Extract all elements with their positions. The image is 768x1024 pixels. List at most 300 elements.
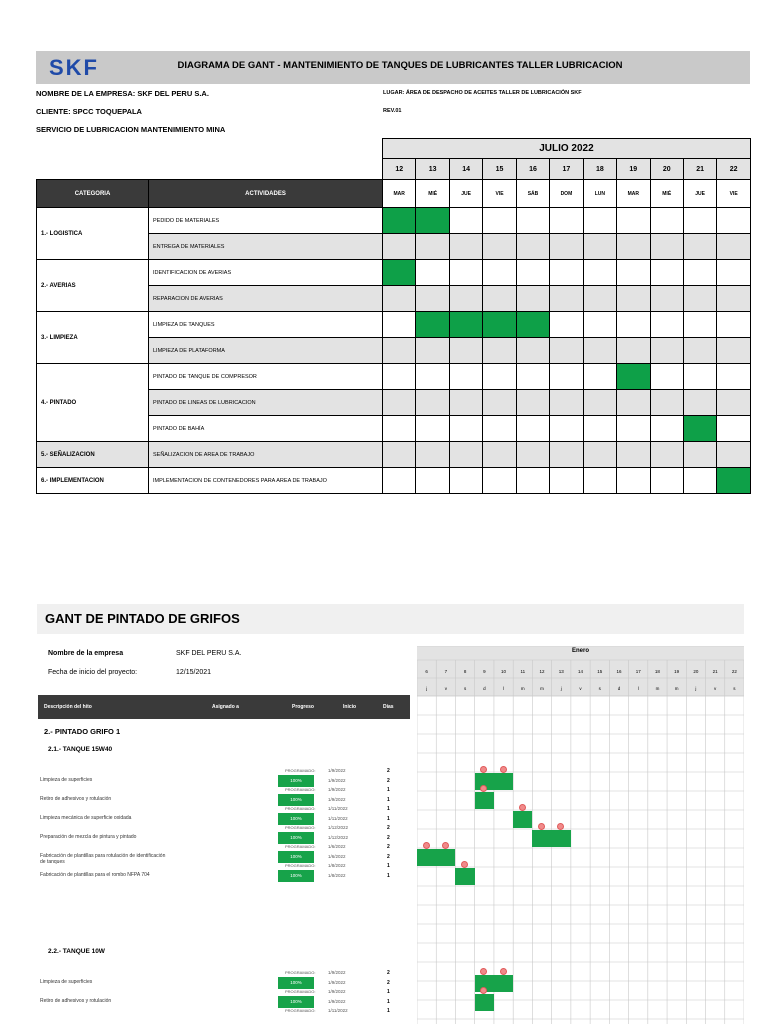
day-number: 12 — [383, 159, 416, 180]
task-date: 1/6/2022 — [328, 854, 346, 859]
day-number: 17 — [550, 159, 583, 180]
weekday-label: DOM — [550, 180, 583, 208]
gantt-cell — [449, 260, 482, 286]
gantt2-day: 13 — [558, 669, 564, 674]
start-date-label: Fecha de inicio del proyecto: — [48, 669, 138, 676]
programado-days: 2 — [387, 768, 390, 774]
day-number: 15 — [483, 159, 516, 180]
gantt-cell — [583, 208, 616, 234]
gantt-cell — [683, 390, 716, 416]
gantt-cell — [516, 390, 549, 416]
progress-badge: 100% — [278, 996, 314, 1008]
task-days: 2 — [387, 835, 390, 841]
gantt-cell — [383, 364, 416, 390]
task-name: Retiro de adhesivos y rotulación — [40, 998, 112, 1004]
gantt2-weekday: v — [444, 686, 447, 691]
gantt-cell — [383, 260, 416, 286]
gantt-cell — [383, 390, 416, 416]
col-progress: Progreso — [292, 704, 314, 710]
gantt-cell — [483, 312, 516, 338]
gantt2-weekday: l — [503, 686, 505, 691]
gantt-cell — [416, 208, 449, 234]
gantt-cell — [516, 442, 549, 468]
gantt-cell — [650, 364, 683, 390]
task-name: Limpieza mecánica de superficie oxidada — [40, 815, 132, 821]
gantt2-weekday: m — [655, 686, 660, 691]
task-date: 1/9/2022 — [328, 999, 346, 1004]
programado-days: 2 — [387, 825, 390, 831]
gantt2-weekday: l — [637, 686, 639, 691]
gantt-cell — [650, 468, 683, 494]
gantt2-day: 20 — [693, 669, 699, 674]
gantt2-weekday: m — [520, 686, 525, 691]
gantt-cell — [583, 468, 616, 494]
task-bar — [532, 830, 570, 847]
category-label: 2.- AVERIAS — [37, 260, 149, 312]
gantt2-day: 8 — [463, 669, 467, 674]
gantt-cell — [717, 416, 751, 442]
gantt2-day: 12 — [539, 669, 545, 674]
programado-days: 2 — [387, 970, 390, 976]
gantt-cell — [550, 364, 583, 390]
task-bar — [455, 868, 474, 885]
gantt-row — [37, 208, 751, 234]
activity-label: LIMPIEZA DE TANQUES — [149, 312, 383, 338]
gantt-cell — [550, 416, 583, 442]
day-number: 21 — [683, 159, 716, 180]
gantt2-grid-lines — [417, 646, 744, 1024]
activity-label: PINTADO DE LINEAS DE LUBRICACION — [149, 390, 383, 416]
gantt2-weekday: j — [695, 686, 697, 691]
header-blank-2 — [37, 159, 383, 180]
gantt-cell — [617, 338, 650, 364]
progress-badge: 100% — [278, 775, 314, 787]
gantt-cell — [650, 416, 683, 442]
gantt-cell — [650, 312, 683, 338]
gantt-cell — [550, 390, 583, 416]
gantt-cell — [383, 312, 416, 338]
programado-date: 1/9/2022 — [328, 787, 346, 792]
gantt-cell — [617, 286, 650, 312]
gantt2-day: 17 — [635, 669, 641, 674]
gantt-cell — [449, 234, 482, 260]
gantt2-weekday: d — [617, 686, 621, 691]
gantt2-day: 7 — [444, 669, 448, 674]
weekday-label: LUN — [583, 180, 616, 208]
weekday-label: MIÉ — [650, 180, 683, 208]
programado-days: 1 — [387, 863, 390, 869]
gantt2-day: 16 — [616, 669, 622, 674]
gantt-cell — [516, 338, 549, 364]
task-date: 1/11/2022 — [328, 816, 348, 821]
gantt-cell — [583, 286, 616, 312]
company-label: Nombre de la empresa — [48, 650, 124, 657]
gantt-cell — [617, 260, 650, 286]
weekday-label: MAR — [383, 180, 416, 208]
planned-dot — [538, 823, 545, 830]
header-blank — [37, 139, 383, 159]
gantt-cell — [717, 468, 751, 494]
programado-date: 1/9/2022 — [328, 989, 346, 994]
gantt-cell — [617, 312, 650, 338]
company-value: SKF DEL PERU S.A. — [176, 650, 242, 657]
gantt-cell — [717, 442, 751, 468]
gantt-cell — [416, 390, 449, 416]
programado-label: PROGRAMADO: — [285, 787, 316, 792]
gantt-row — [37, 364, 751, 390]
programado-days: 2 — [387, 844, 390, 850]
gantt2-weekday: s — [598, 686, 601, 691]
progress-badge: 100% — [278, 794, 314, 806]
programado-date: 1/8/2022 — [328, 863, 346, 868]
gantt-cell — [416, 286, 449, 312]
page-title: DIAGRAMA DE GANT - MANTENIMIENTO DE TANQUES DE LUBRICANTES TALLER LUBRICACION — [177, 60, 623, 71]
subsection-1: 2.1.- TANQUE 15W40 — [48, 746, 113, 753]
gantt-cell — [449, 442, 482, 468]
task-days: 2 — [387, 854, 390, 860]
gantt-cell — [650, 208, 683, 234]
programado-label: PROGRAMADO: — [285, 989, 316, 994]
gantt-cell — [650, 260, 683, 286]
gantt-cell — [483, 338, 516, 364]
gantt-cell — [483, 468, 516, 494]
gantt2-header — [38, 695, 410, 719]
revision: REV.01 — [383, 108, 402, 114]
programado-date: 1/11/2022 — [328, 1008, 348, 1013]
gantt-cell — [483, 416, 516, 442]
programado-date: 1/11/2022 — [328, 806, 348, 811]
task-date: 1/9/2022 — [328, 980, 346, 985]
gantt-cell — [717, 312, 751, 338]
task-days: 2 — [387, 778, 390, 784]
service-name: SERVICIO DE LUBRICACION MANTENIMIENTO MINA — [36, 125, 226, 134]
weekday-label: VIE — [483, 180, 516, 208]
programado-label: PROGRAMADO: — [285, 970, 316, 975]
gantt-cell — [516, 312, 549, 338]
activity-label: IDENTIFICACION DE AVERIAS — [149, 260, 383, 286]
gantt-cell — [617, 234, 650, 260]
gantt-row — [37, 442, 751, 468]
gantt2-weekday: j — [426, 686, 428, 691]
activity-label: PEDIDO DE MATERIALES — [149, 208, 383, 234]
month-header: JULIO 2022 — [383, 139, 751, 159]
gantt-cell — [650, 338, 683, 364]
company-name: NOMBRE DE LA EMPRESA: SKF DEL PERU S.A. — [36, 89, 209, 98]
task-bar — [513, 811, 532, 828]
programado-days: 1 — [387, 787, 390, 793]
gantt-cell — [516, 416, 549, 442]
category-label: 1.- LOGISTICA — [37, 208, 149, 260]
gantt2-weekday: v — [714, 686, 717, 691]
col-assigned: Asignado a — [212, 704, 239, 710]
gantt-cell — [550, 442, 583, 468]
category-label: 5.- SEÑALIZACION — [37, 442, 149, 468]
gantt2-grid — [417, 646, 744, 1024]
progress-badge: 100% — [278, 832, 314, 844]
progress-badge: 100% — [278, 870, 314, 882]
task-name: Limpieza de superficies — [40, 777, 93, 783]
day-number: 16 — [516, 159, 549, 180]
gantt-cell — [583, 312, 616, 338]
programado-label: PROGRAMADO: — [285, 825, 316, 830]
gantt-cell — [516, 468, 549, 494]
gantt2-weekday: m — [674, 686, 679, 691]
gantt-cell — [617, 442, 650, 468]
gantt-cell — [650, 442, 683, 468]
client-name: CLIENTE: SPCC TOQUEPALA — [36, 107, 142, 116]
gantt-cell — [550, 338, 583, 364]
task-name: Limpieza de superficies — [40, 979, 93, 985]
activity-label: ENTREGA DE MATERIALES — [149, 234, 383, 260]
gantt-cell — [483, 234, 516, 260]
gantt-cell — [416, 260, 449, 286]
gantt-cell — [416, 442, 449, 468]
gantt-cell — [550, 234, 583, 260]
category-label: 4.- PINTADO — [37, 364, 149, 442]
gantt-row — [37, 260, 751, 286]
weekday-label: MAR — [617, 180, 650, 208]
gantt-cell — [717, 338, 751, 364]
gantt-cell — [717, 208, 751, 234]
gantt-cell — [550, 260, 583, 286]
gantt-cell — [683, 260, 716, 286]
gantt-cell — [449, 390, 482, 416]
gantt-cell — [516, 234, 549, 260]
gantt-cell — [717, 364, 751, 390]
start-date-value: 12/15/2021 — [176, 669, 212, 676]
task-date: 1/9/2022 — [328, 797, 346, 802]
weekday-label: SÁB — [516, 180, 549, 208]
gantt-cell — [383, 416, 416, 442]
weekday-label: MIÉ — [416, 180, 449, 208]
gantt-cell — [383, 338, 416, 364]
gantt2-day: 22 — [731, 669, 737, 674]
activity-label: PINTADO DE BAHÍA — [149, 416, 383, 442]
gantt-cell — [416, 468, 449, 494]
planned-dot — [423, 842, 430, 849]
activity-label: LIMPIEZA DE PLATAFORMA — [149, 338, 383, 364]
gantt-cell — [416, 416, 449, 442]
day-number: 14 — [449, 159, 482, 180]
gantt-cell — [483, 260, 516, 286]
gantt2-weekday: v — [579, 686, 582, 691]
col-categoria: CATEGORIA — [37, 180, 149, 208]
programado-date: 1/9/2022 — [328, 970, 346, 975]
day-number: 19 — [617, 159, 650, 180]
gantt-cell — [717, 390, 751, 416]
gantt-cell — [483, 208, 516, 234]
progress-badge: 100% — [278, 813, 314, 825]
gantt-cell — [617, 364, 650, 390]
gantt-cell — [483, 286, 516, 312]
gantt-cell — [449, 468, 482, 494]
gantt-cell — [383, 234, 416, 260]
gantt-cell — [550, 286, 583, 312]
gantt-cell — [683, 338, 716, 364]
gantt2-day: 9 — [483, 669, 486, 674]
progress-badge: 100% — [278, 977, 314, 989]
gantt-cell — [383, 442, 416, 468]
planned-dot — [500, 766, 507, 773]
grid-bg — [417, 646, 744, 1024]
task-bar — [475, 792, 494, 809]
gantt2-day: 14 — [577, 669, 584, 674]
skf-logo: SKF — [49, 55, 99, 80]
activity-label: SEÑALIZACION DE AREA DE TRABAJO — [149, 442, 383, 468]
task-name: Preparación de mezcla de pintura y pintado — [40, 834, 137, 840]
programado-label: PROGRAMADO: — [285, 844, 316, 849]
gantt-cell — [516, 286, 549, 312]
gantt-cell — [383, 286, 416, 312]
gantt2-day: 19 — [674, 669, 680, 674]
gantt-cell — [717, 234, 751, 260]
col-days: Días — [383, 704, 394, 710]
programado-label: PROGRAMADO: — [285, 1008, 316, 1013]
programado-date: 1/12/2022 — [328, 825, 349, 830]
location: LUGAR: ÁREA DE DESPACHO DE ACEITES TALLER DE LUBRICACIÓN SKF — [383, 90, 582, 96]
gantt-cell — [550, 312, 583, 338]
gantt2-day: 11 — [520, 669, 526, 674]
gantt-cell — [683, 208, 716, 234]
gantt2-day: 6 — [425, 669, 428, 674]
gantt2-weekday: j — [560, 686, 562, 691]
task-name: Fabricación de plantillas para rotulación de identificación de tanques — [40, 853, 166, 865]
col-actividades: ACTIVIDADES — [149, 180, 383, 208]
gantt-cell — [516, 208, 549, 234]
weekday-label: VIE — [717, 180, 751, 208]
gantt-cell — [650, 286, 683, 312]
gantt-cell — [550, 208, 583, 234]
programado-days: 1 — [387, 989, 390, 995]
programado-date: 1/9/2022 — [328, 768, 346, 773]
gantt-cell — [449, 416, 482, 442]
section-title: 2.- PINTADO GRIFO 1 — [44, 727, 121, 736]
programado-days: 1 — [387, 1008, 390, 1014]
gantt-row — [37, 468, 751, 494]
gantt-cell — [583, 390, 616, 416]
gantt-cell — [650, 234, 683, 260]
planned-dot — [519, 804, 526, 811]
task-days: 1 — [387, 999, 390, 1005]
gantt-row — [37, 312, 751, 338]
day-number: 22 — [717, 159, 751, 180]
task-days: 1 — [387, 873, 390, 879]
task-days: 1 — [387, 797, 390, 803]
gantt2-title: GANT DE PINTADO DE GRIFOS — [37, 604, 744, 634]
planned-dot — [442, 842, 449, 849]
gantt-cell — [383, 468, 416, 494]
subsection-2: 2.2.- TANQUE 10W — [48, 948, 105, 955]
gantt2-weekday: d — [483, 686, 486, 691]
task-name: Retiro de adhesivos y rotulación — [40, 796, 112, 802]
gantt-table — [36, 138, 751, 494]
planned-dot — [500, 968, 507, 975]
day-number: 18 — [583, 159, 616, 180]
gantt-cell — [483, 442, 516, 468]
gantt-cell — [416, 312, 449, 338]
gantt-cell — [583, 260, 616, 286]
programado-days: 1 — [387, 806, 390, 812]
programado-label: PROGRAMADO: — [285, 768, 316, 773]
category-label: 6.- IMPLEMENTACION — [37, 468, 149, 494]
gantt-cell — [583, 416, 616, 442]
gantt2-weekday: s — [463, 686, 467, 691]
gantt-cell — [683, 286, 716, 312]
gantt-cell — [449, 312, 482, 338]
gantt-cell — [416, 338, 449, 364]
task-date: 1/8/2022 — [328, 873, 346, 878]
gantt-cell — [683, 234, 716, 260]
gantt-cell — [683, 416, 716, 442]
gantt-cell — [449, 208, 482, 234]
activity-label: IMPLEMENTACION DE CONTENEDORES PARA AREA DE TRABAJO — [149, 468, 383, 494]
gantt-cell — [449, 364, 482, 390]
progress-badge: 100% — [278, 851, 314, 863]
gantt2-day: 18 — [654, 669, 660, 674]
task-bar — [475, 994, 494, 1011]
gantt2-weekday: m — [540, 686, 544, 691]
day-number: 13 — [416, 159, 449, 180]
gantt2-weekday: s — [733, 686, 736, 691]
gantt-cell — [483, 364, 516, 390]
programado-label: PROGRAMADO: — [285, 806, 316, 811]
col-description: Descripción del hito — [44, 704, 92, 710]
weekday-label: JUE — [683, 180, 716, 208]
gantt-cell — [550, 468, 583, 494]
gantt-cell — [583, 364, 616, 390]
task-bar — [417, 849, 455, 866]
gantt-cell — [683, 468, 716, 494]
activity-label: PINTADO DE TANQUE DE COMPRESOR — [149, 364, 383, 390]
gantt-cell — [449, 286, 482, 312]
gantt-cell — [416, 234, 449, 260]
gantt-cell — [683, 442, 716, 468]
task-name: Fabricación de plantillas para el rombo NFPA 704 — [40, 872, 150, 878]
gantt-cell — [583, 234, 616, 260]
gantt-cell — [717, 286, 751, 312]
gantt-cell — [683, 364, 716, 390]
gantt-cell — [617, 390, 650, 416]
gantt-cell — [516, 364, 549, 390]
gantt-cell — [617, 468, 650, 494]
weekday-label: JUE — [449, 180, 482, 208]
task-days: 2 — [387, 980, 390, 986]
gantt-cell — [617, 416, 650, 442]
programado-date: 1/6/2022 — [328, 844, 346, 849]
gantt-cell — [449, 338, 482, 364]
task-days: 1 — [387, 816, 390, 822]
gantt-cell — [583, 442, 616, 468]
category-label: 3.- LIMPIEZA — [37, 312, 149, 364]
task-date: 1/9/2022 — [328, 778, 346, 783]
gantt2-day: 10 — [501, 669, 507, 674]
programado-label: PROGRAMADO: — [285, 863, 316, 868]
gantt-cell — [617, 208, 650, 234]
gantt-cell — [483, 390, 516, 416]
task-date: 1/12/2022 — [328, 835, 349, 840]
col-start: Inicio — [343, 704, 357, 710]
gantt-cell — [516, 260, 549, 286]
gantt-cell — [717, 260, 751, 286]
gantt2-day: 21 — [712, 669, 718, 674]
gantt2-month: Enero — [571, 648, 589, 654]
gantt-cell — [383, 208, 416, 234]
activity-label: REPARACION DE AVERIAS — [149, 286, 383, 312]
gantt-cell — [583, 338, 616, 364]
gantt-cell — [650, 390, 683, 416]
gantt2-day: 15 — [597, 669, 603, 674]
gantt-cell — [416, 364, 449, 390]
